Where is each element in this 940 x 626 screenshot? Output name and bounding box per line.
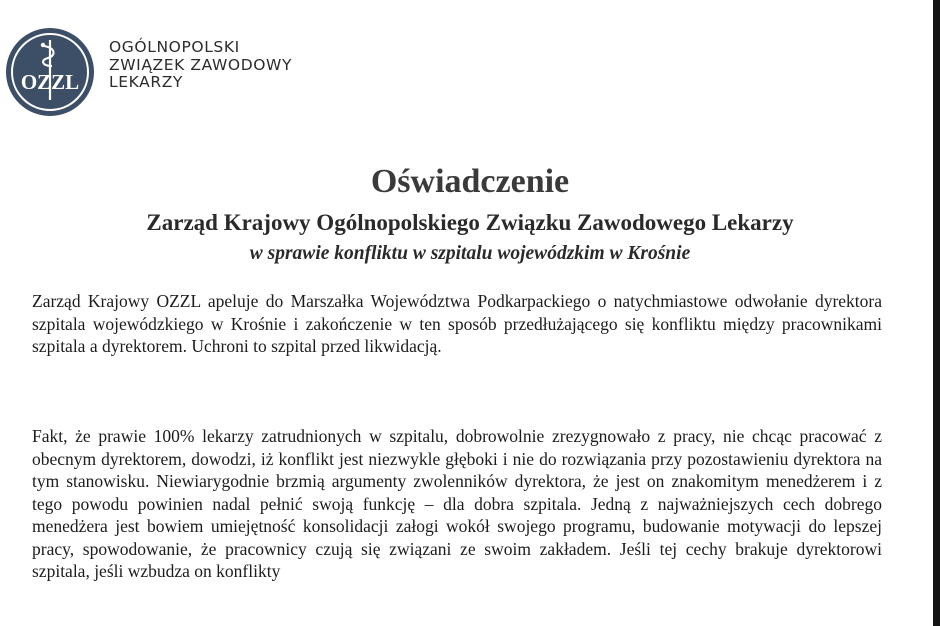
- org-line-1: OGÓLNOPOLSKI: [109, 38, 240, 56]
- organization-name: [109, 39, 292, 92]
- paragraph-1: Zarząd Krajowy OZZL apeluje do Marszałka Województwa Podkarpackiego o natychmiastowe odwołanie dyrektora szpitala wojewódzkiego w Krośnie i zakończenie w ten sposób przedłużającego się konfliktu między pracownikami szpitala a dyrektorem. Uchroni to szpital przed likwidacją.: [32, 291, 882, 356]
- org-line-3: LEKARZY: [109, 73, 183, 91]
- org-line-2: ZWIĄZEK ZAWODOWY: [109, 55, 293, 74]
- paragraph-2: Fakt, że prawie 100% lekarzy zatrudnionych w szpitalu, dobrowolnie zrezygnowało z pracy, nie chcąc pracować z obecnym dyrektorem, dowodzi, iż konflikt jest niezwykle głęboki i nie do rozwiązania przy pozostawieniu dyrektora na tym stanowisku. Niewiarygodnie brzmią argumenty zwolenników dyrektora, że jest on znakomitym menedżerem i z tego powodu powinien nadal pełnić swoją funkcję – dla dobra szpitala. Jedną z najważniejszych cech dobrego menedżera jest bowiem umiejętność konsolidacji załogi wokół swojego programu, budowanie motywacji do lepszej pracy, spowodowanie, że pracownicy czują się związani ze swoim zakładem. Jeśli tej cechy brakuje dyrektorowi szpitala, jeśli wzbudza on konflikty: [32, 426, 882, 581]
- document-subject: w sprawie konfliktu w szpitalu wojewódzkim w Krośnie: [249, 243, 691, 264]
- ozzl-logo: [4, 26, 96, 118]
- document-subtitle: Zarząd Krajowy Ogólnopolskiego Związku Zawodowego Lekarzy: [146, 210, 794, 235]
- logo-snake-head: [41, 43, 45, 47]
- logo-text: OZZL: [20, 70, 80, 94]
- scan-edge-bar: [933, 0, 940, 626]
- ozzl-logo-icon: [4, 26, 96, 118]
- document-title: Oświadczenie: [370, 163, 570, 200]
